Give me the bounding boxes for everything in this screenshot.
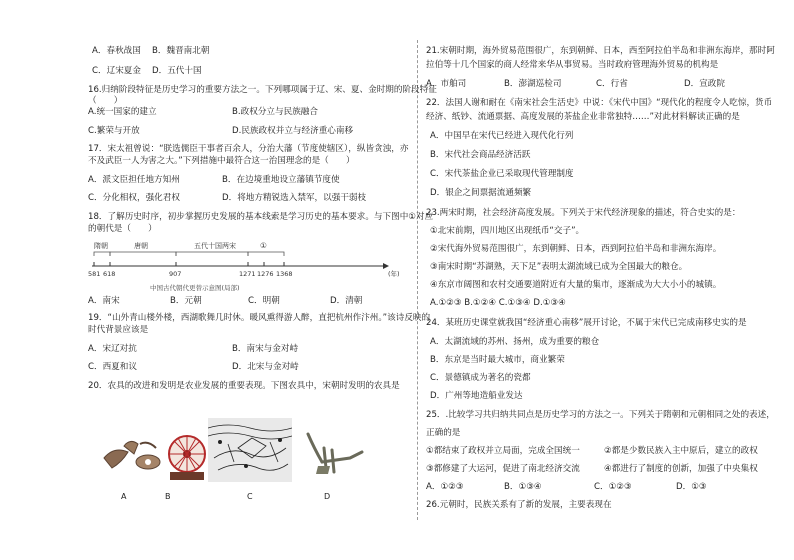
q25-item-3: ③都修建了大运河，促进了南北经济交流	[426, 464, 580, 474]
timeline-year-1271: 1271	[239, 270, 256, 278]
timeline-arrow-head	[383, 263, 389, 269]
q25-option-a: A．①②③	[426, 482, 464, 492]
q19-option-a: A．宋辽对抗	[88, 344, 137, 354]
waterwheel-base	[170, 472, 204, 480]
farm-tool-image-c	[208, 418, 292, 482]
q18-option-a: A．南宋	[88, 296, 120, 306]
timeline-caption: 中国古代朝代更替示意图(局部)	[150, 284, 240, 292]
timeline-bracket-wudai-song	[176, 252, 248, 256]
q17-stem-line-1: 17．宋太祖曾说：“朕选儒臣干事者百余人，分治大藩（节度使辖区），纵皆贪浊，亦	[88, 144, 409, 154]
q25-option-c: C．①②③	[594, 482, 632, 492]
q18-stem-line-1: 18．了解历史时序，初步掌握历史发展的基本线索是学习历史的基本要求。与下图中①对应	[88, 212, 434, 222]
waterwheel-spokes	[169, 436, 205, 472]
q19-stem-line-2: 时代背景应该是	[88, 325, 149, 335]
timeline-bracket-sui	[94, 252, 110, 256]
q16-option-a: A.统一国家的建立	[88, 107, 157, 117]
q23-item-2: ②宋代海外贸易范围很广，东到朝鲜、日本，西到阿拉伯半岛和非洲东海岸。	[430, 244, 722, 254]
q25-stem-line-1: 25．.比较学习共归纳共同点是历史学习的方法之一。下列关于隋朝和元朝相同之处的表述，	[426, 410, 775, 420]
timeline-unit: (年)	[388, 270, 400, 278]
q16-option-b: B.政权分立与民族融合	[232, 107, 318, 117]
q20-stem-line-1: 20．农具的改进和发明是农业发展的重要表现。下图农具中，宋朝时发明的农具是	[88, 381, 400, 391]
q23-item-4: ④东京市阔图和农村交通要道附近有大量的集市，逐渐成为大大小小的城镇。	[430, 280, 722, 290]
q24-option-c: C．景德镇成为著名的瓷都	[430, 373, 531, 383]
q26-stem-line-1: 26.元朝时，民族关系有了新的发展，主要表现在	[426, 500, 612, 510]
timeline-year-618: 618	[103, 270, 116, 278]
image-label-b: B	[165, 492, 171, 501]
q22-stem-line-1: 22．法国人谢和耐在《南宋社会生活史》中说：《宋代中国》“现代化的程度令人吃惊，货币	[426, 98, 773, 108]
prev-option-c: C．辽宋夏金	[92, 66, 141, 76]
plough-share	[316, 466, 330, 474]
image-label-d: D	[324, 492, 331, 501]
image-label-a: A	[121, 492, 127, 501]
q19-stem-line-1: 19．“山外青山楼外楼，西湖歌舞几时休。暖风熏得游人醉，直把杭州作汴州。”该诗反映的	[88, 313, 431, 323]
q25-item-1: ①都结束了政权并立局面，完成全国统一	[426, 446, 580, 456]
q21-stem-line-1: 21.宋朝时期，海外贸易范围很广，东到朝鲜、日本，西至阿拉伯半岛和非洲东海岸，那时阿	[426, 46, 775, 56]
q16-stem-line-1: 16.归纳阶段特征是历史学习的重要方法之一。下列哪项属于辽、宋、夏、金时期的阶段特征	[88, 85, 437, 95]
q16-option-d: D.民族政权并立与经济重心南移	[232, 126, 354, 136]
plough-frame	[308, 434, 362, 472]
tool-c-engraving	[208, 418, 292, 482]
q23-stem-line-1: 23.两宋时期，社会经济高度发展。下列关于宋代经济现象的描述，符合史实的是：	[426, 208, 741, 218]
q21-stem-line-2: 拉伯等十几个国家的商人经常来华从事贸易。当时政府管理海外贸易的机构是	[426, 60, 719, 70]
q22-option-d: D．银企之间票据流通频繁	[430, 188, 532, 198]
timeline-label-circle-1: ①	[260, 241, 267, 250]
q18-option-b: B．元朝	[170, 296, 202, 306]
q19-option-b: B．南宋与金对峙	[232, 344, 299, 354]
tool-d-plough	[300, 428, 364, 482]
dynasty-timeline	[88, 238, 408, 294]
q18-stem-line-2: 的朝代是（ ）	[88, 224, 157, 234]
q17-stem-line-2: 不及武臣一人为害之大。”下列措施中最符合这一治国理念的是（ ）	[88, 156, 355, 166]
q25-item-4: ④都进行了制度的创新，加强了中央集权	[604, 464, 758, 474]
q18-option-c: C．明朝	[248, 296, 280, 306]
q21-option-a: A．市舶司	[426, 79, 467, 89]
prev-option-b: B．魏晋南北朝	[152, 46, 210, 56]
image-label-c: C	[247, 492, 253, 501]
q23-item-3: ③南宋时期“苏湖熟，天下足”表明太湖流域已成为全国最大的粮仓。	[430, 262, 688, 272]
q23-options: A.①②③ B.①②④ C.①③④ D.①③④	[430, 298, 566, 308]
timeline-year-1368: 1368	[276, 270, 293, 278]
q22-option-c: C．宋代茶盐企业已采取现代管理制度	[430, 169, 574, 179]
q24-option-a: A．太湖流域的苏州、扬州，成为重要的粮仓	[430, 337, 600, 347]
timeline-svg	[88, 238, 408, 294]
q25-option-d: D．①③	[676, 482, 707, 492]
timeline-label-sui: 隋朝	[94, 242, 108, 250]
q24-option-b: B．东京是当时最大城市，商业繁荣	[430, 355, 565, 365]
q22-option-b: B．宋代社会商品经济活跃	[430, 150, 531, 160]
farm-tool-image-b	[166, 432, 208, 482]
q17-option-a: A．派文臣担任地方知州	[88, 175, 180, 185]
right-column	[418, 0, 794, 560]
farm-tool-image-a	[100, 430, 166, 480]
q21-option-b: B．澎湖巡检司	[504, 79, 562, 89]
q25-item-2: ②都是少数民族入主中原后，建立的政权	[604, 446, 758, 456]
q19-option-c: C．西夏和议	[88, 362, 137, 372]
q17-option-c: C．分化相权，强化君权	[88, 193, 180, 203]
q24-stem-line-1: 24．某班历史课堂就我国“经济重心南移”展开讨论，不属于宋代已完成南移史实的是	[426, 318, 747, 328]
q25-option-b: B．①③④	[504, 482, 542, 492]
q16-option-c: C.繁荣与开放	[88, 126, 140, 136]
q17-option-d: D．将地方精锐选入禁军，以强干弱枝	[222, 193, 367, 203]
tool-a-handle	[140, 443, 156, 448]
tool-a-part-1	[104, 450, 128, 468]
q25-stem-line-2: 正确的是	[426, 428, 461, 438]
prev-option-a: A．春秋战国	[92, 46, 141, 56]
timeline-bracket-tang	[110, 252, 176, 256]
timeline-bracket-circle-1	[248, 252, 284, 256]
timeline-label-tang: 唐朝	[134, 242, 148, 250]
q23-item-1: ①北宋前期，四川地区出现纸币“交子”。	[430, 226, 585, 236]
tool-a-hole	[145, 459, 151, 465]
q19-option-d: D．北宋与金对峙	[232, 362, 299, 372]
timeline-label-wudai-song: 五代十国两宋	[194, 242, 236, 250]
timeline-year-581: 581	[88, 270, 101, 278]
tool-b-waterwheel	[166, 432, 208, 482]
farm-tool-image-d	[300, 428, 364, 482]
q24-option-d: D．广州等地造船业发达	[430, 391, 523, 401]
q21-option-c: C．行省	[596, 79, 628, 89]
tool-a-drawing	[100, 430, 166, 480]
q17-option-b: B．在边境重地设立藩镇节度使	[222, 175, 340, 185]
prev-option-d: D．五代十国	[152, 66, 202, 76]
timeline-year-1276: 1276	[257, 270, 274, 278]
q22-stem-line-2: 经济、纸钞、流通票据、高度发展的茶盐企业非常独特……”对此材料解读正确的是	[426, 112, 740, 122]
q21-option-d: D．宣政院	[684, 79, 725, 89]
q16-stem-line-2: （ ）	[88, 96, 123, 106]
timeline-year-907: 907	[169, 270, 182, 278]
q22-option-a: A．中国早在宋代已经进入现代化行列	[430, 131, 574, 141]
q18-option-d: D．清朝	[330, 296, 363, 306]
